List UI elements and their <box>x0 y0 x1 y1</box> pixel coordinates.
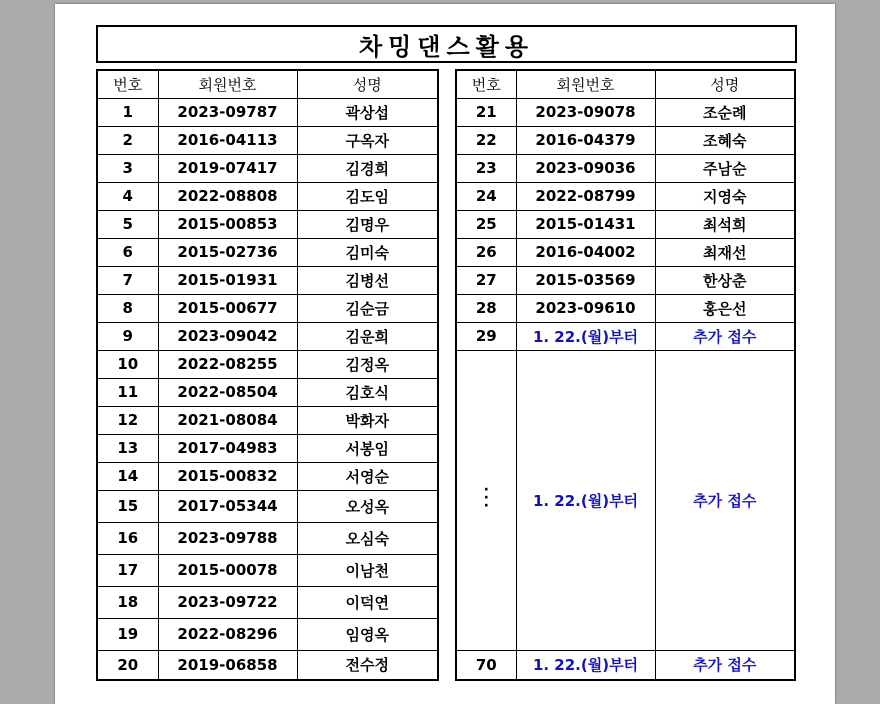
member-name: 곽상섭 <box>297 98 438 126</box>
member-id: 2016-04379 <box>516 126 655 154</box>
table-row <box>456 98 795 126</box>
additional-reception-note: 추가 접수 <box>655 350 795 650</box>
member-name: 구옥자 <box>297 126 438 154</box>
table-row <box>97 650 438 680</box>
vertical-ellipsis: · · · <box>483 482 489 514</box>
table-row <box>97 350 438 378</box>
member-name: 최석희 <box>655 210 795 238</box>
member-name: 김명우 <box>297 210 438 238</box>
member-name: 서봉임 <box>297 434 438 462</box>
row-number: 14 <box>97 462 158 490</box>
member-id: 2015-02736 <box>158 238 297 266</box>
table-row <box>97 554 438 586</box>
table-row <box>97 618 438 650</box>
row-number: 12 <box>97 406 158 434</box>
row-number: 25 <box>456 210 516 238</box>
header-no: 번호 <box>97 70 158 98</box>
table-row <box>97 294 438 322</box>
member-id: 2021-08084 <box>158 406 297 434</box>
table-row <box>97 210 438 238</box>
table-row <box>97 266 438 294</box>
row-number: 5 <box>97 210 158 238</box>
table-row-70 <box>456 650 795 680</box>
member-id: 2019-07417 <box>158 154 297 182</box>
member-name: 김순금 <box>297 294 438 322</box>
table-row-29 <box>456 322 795 350</box>
reception-start-date: 1. 22.(월)부터 <box>516 350 655 650</box>
member-name: 김병선 <box>297 266 438 294</box>
member-name: 서영순 <box>297 462 438 490</box>
member-name: 최재선 <box>655 238 795 266</box>
table-row <box>97 182 438 210</box>
row-number: 9 <box>97 322 158 350</box>
member-name: 주남순 <box>655 154 795 182</box>
member-id: 2023-09078 <box>516 98 655 126</box>
member-id: 2015-01931 <box>158 266 297 294</box>
row-number: 8 <box>97 294 158 322</box>
member-name: 오성옥 <box>297 490 438 522</box>
row-number: 29 <box>456 322 516 350</box>
row-number: 27 <box>456 266 516 294</box>
table-row <box>97 434 438 462</box>
member-id: 2015-01431 <box>516 210 655 238</box>
member-id: 2019-06858 <box>158 650 297 680</box>
member-id: 2023-09787 <box>158 98 297 126</box>
member-name: 이덕연 <box>297 586 438 618</box>
member-name: 김미숙 <box>297 238 438 266</box>
table-row <box>97 126 438 154</box>
member-id: 2015-00853 <box>158 210 297 238</box>
table-row <box>97 378 438 406</box>
left-header-row <box>97 70 438 98</box>
row-number: 1 <box>97 98 158 126</box>
member-id: 2017-05344 <box>158 490 297 522</box>
header-name: 성명 <box>297 70 438 98</box>
member-id: 2015-00832 <box>158 462 297 490</box>
right-header-row <box>456 70 795 98</box>
row-number: 26 <box>456 238 516 266</box>
table-row <box>97 586 438 618</box>
table-row <box>97 238 438 266</box>
member-name: 오심숙 <box>297 522 438 554</box>
member-name: 한상춘 <box>655 266 795 294</box>
member-name: 전수정 <box>297 650 438 680</box>
member-id: 2023-09042 <box>158 322 297 350</box>
row-number: 16 <box>97 522 158 554</box>
table-row <box>456 294 795 322</box>
table-row <box>97 406 438 434</box>
additional-reception-note: 추가 접수 <box>655 322 795 350</box>
reception-start-date: 1. 22.(월)부터 <box>516 650 655 680</box>
member-name: 이남천 <box>297 554 438 586</box>
header-no: 번호 <box>456 70 516 98</box>
header-member-id: 회원번호 <box>158 70 297 98</box>
member-id: 2022-08808 <box>158 182 297 210</box>
table-row <box>97 98 438 126</box>
table-row <box>97 154 438 182</box>
table-row <box>97 322 438 350</box>
table-row <box>97 522 438 554</box>
row-number: 18 <box>97 586 158 618</box>
member-id: 2022-08504 <box>158 378 297 406</box>
member-id: 2016-04113 <box>158 126 297 154</box>
row-number: 3 <box>97 154 158 182</box>
table-row <box>456 182 795 210</box>
row-number: 2 <box>97 126 158 154</box>
member-name: 김정옥 <box>297 350 438 378</box>
row-number: 28 <box>456 294 516 322</box>
member-id: 2022-08296 <box>158 618 297 650</box>
member-name: 김경희 <box>297 154 438 182</box>
row-number: 21 <box>456 98 516 126</box>
table-row-middle <box>456 350 795 650</box>
member-name: 김운희 <box>297 322 438 350</box>
row-number-ellipsis <box>456 350 516 650</box>
row-number: 4 <box>97 182 158 210</box>
row-number: 19 <box>97 618 158 650</box>
row-number: 23 <box>456 154 516 182</box>
member-name: 임영옥 <box>297 618 438 650</box>
table-row <box>456 238 795 266</box>
member-id: 2015-00078 <box>158 554 297 586</box>
row-number: 6 <box>97 238 158 266</box>
member-id: 2023-09788 <box>158 522 297 554</box>
row-number: 10 <box>97 350 158 378</box>
member-id: 2015-03569 <box>516 266 655 294</box>
member-name: 김호식 <box>297 378 438 406</box>
reception-start-date: 1. 22.(월)부터 <box>516 322 655 350</box>
row-number: 15 <box>97 490 158 522</box>
member-name: 조혜숙 <box>655 126 795 154</box>
member-name: 홍은선 <box>655 294 795 322</box>
row-number: 7 <box>97 266 158 294</box>
table-row <box>456 154 795 182</box>
left-member-table <box>96 69 439 681</box>
member-id: 2015-00677 <box>158 294 297 322</box>
table-row <box>456 266 795 294</box>
member-id: 2017-04983 <box>158 434 297 462</box>
row-number: 11 <box>97 378 158 406</box>
member-name: 조순례 <box>655 98 795 126</box>
row-number: 13 <box>97 434 158 462</box>
member-id: 2023-09036 <box>516 154 655 182</box>
table-row <box>456 210 795 238</box>
row-number: 24 <box>456 182 516 210</box>
member-name: 김도임 <box>297 182 438 210</box>
row-number: 22 <box>456 126 516 154</box>
member-name: 박화자 <box>297 406 438 434</box>
member-id: 2023-09610 <box>516 294 655 322</box>
table-row <box>97 462 438 490</box>
right-member-table <box>455 69 796 681</box>
member-id: 2022-08799 <box>516 182 655 210</box>
document-title: 차밍댄스활용 <box>96 25 797 63</box>
row-number: 70 <box>456 650 516 680</box>
table-row <box>97 490 438 522</box>
member-id: 2023-09722 <box>158 586 297 618</box>
row-number: 20 <box>97 650 158 680</box>
row-number: 17 <box>97 554 158 586</box>
additional-reception-note: 추가 접수 <box>655 650 795 680</box>
member-id: 2022-08255 <box>158 350 297 378</box>
table-row <box>456 126 795 154</box>
member-id: 2016-04002 <box>516 238 655 266</box>
header-member-id: 회원번호 <box>516 70 655 98</box>
member-name: 지영숙 <box>655 182 795 210</box>
header-name: 성명 <box>655 70 795 98</box>
